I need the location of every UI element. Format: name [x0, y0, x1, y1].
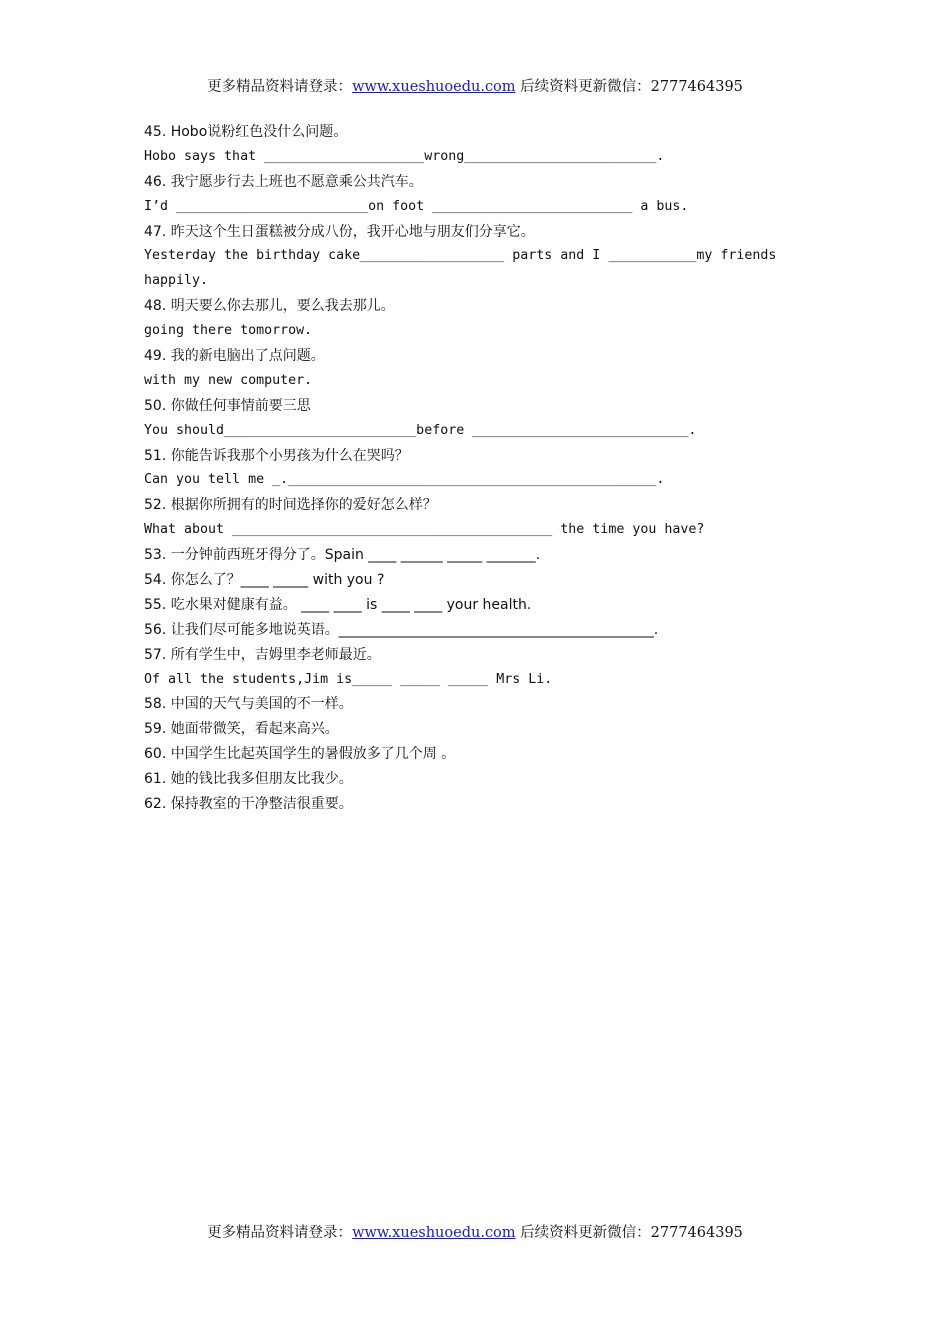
exercise-line: happily.: [144, 273, 209, 289]
exercise-line: Of all the students,Jim is_____ _____ _____ Mrs Li.: [144, 671, 553, 687]
exercise-line: 51. 你能告诉我那个小男孩为什么在哭吗？: [144, 447, 409, 464]
exercise-line: 56. 让我们尽可能多地说英语。_____________________________________________.: [144, 621, 659, 638]
page-header: [0, 75, 950, 96]
exercise-line: 57. 所有学生中，吉姆里李老师最近。: [144, 646, 381, 663]
header-prefix: 更多精品资料请登录：: [207, 79, 353, 95]
exercise-line: 50. 你做任何事情前要三思: [144, 397, 311, 414]
exercise-line: I’d ________________________on foot _________________________ a bus.: [144, 198, 689, 214]
exercise-line: 48. 明天要么你去那儿，要么我去那儿。: [144, 298, 395, 315]
page-footer: [0, 1221, 950, 1242]
exercise-line: 45. Hobo说粉红色没什么问题。: [144, 124, 348, 140]
exercise-line: 61. 她的钱比我多但朋友比我少。: [144, 771, 353, 788]
header-suffix: 后续资料更新微信：2777464395: [515, 79, 743, 95]
exercise-line: Yesterday the birthday cake__________________ parts and I ___________my friends: [144, 248, 777, 264]
exercise-line: 49. 我的新电脑出了点问题。: [144, 348, 325, 365]
exercise-line: 59. 她面带微笑，看起来高兴。: [144, 721, 339, 738]
exercise-line: 62. 保持教室的干净整洁很重要。: [144, 796, 353, 813]
header-link[interactable]: www.xueshuoedu.com: [352, 79, 516, 95]
footer-suffix: 后续资料更新微信：2777464395: [515, 1225, 743, 1241]
footer-link[interactable]: www.xueshuoedu.com: [352, 1225, 516, 1241]
exercise-body: [144, 120, 824, 817]
exercise-line: Can you tell me _.______________________________________________.: [144, 472, 665, 488]
exercise-line: 60. 中国学生比起英国学生的暑假放多了几个周 。: [144, 746, 456, 763]
exercise-line: 53. 一分钟前西班牙得分了。Spain ____ ______ _____ _______.: [144, 547, 541, 564]
exercise-line: with my new computer.: [144, 372, 313, 388]
exercise-line: going there tomorrow.: [144, 323, 313, 339]
exercise-line: 58. 中国的天气与美国的不一样。: [144, 696, 353, 713]
exercise-line: What about ________________________________________ the time you have?: [144, 522, 705, 538]
exercise-line: You should________________________before ___________________________.: [144, 422, 697, 438]
exercise-line: 55. 吃水果对健康有益。 ____ ____ is ____ ____ your health.: [144, 596, 532, 613]
exercise-line: 47. 昨天这个生日蛋糕被分成八份，我开心地与朋友们分享它。: [144, 223, 535, 240]
footer-prefix: 更多精品资料请登录：: [207, 1225, 353, 1241]
exercise-line: 52. 根据你所拥有的时间选择你的爱好怎么样？: [144, 497, 437, 514]
exercise-line: Hobo says that ____________________wrong________________________.: [144, 148, 665, 164]
exercise-line: 46. 我宁愿步行去上班也不愿意乘公共汽车。: [144, 173, 423, 190]
exercise-line: 54. 你怎么了？____ _____ with you ?: [144, 572, 385, 589]
